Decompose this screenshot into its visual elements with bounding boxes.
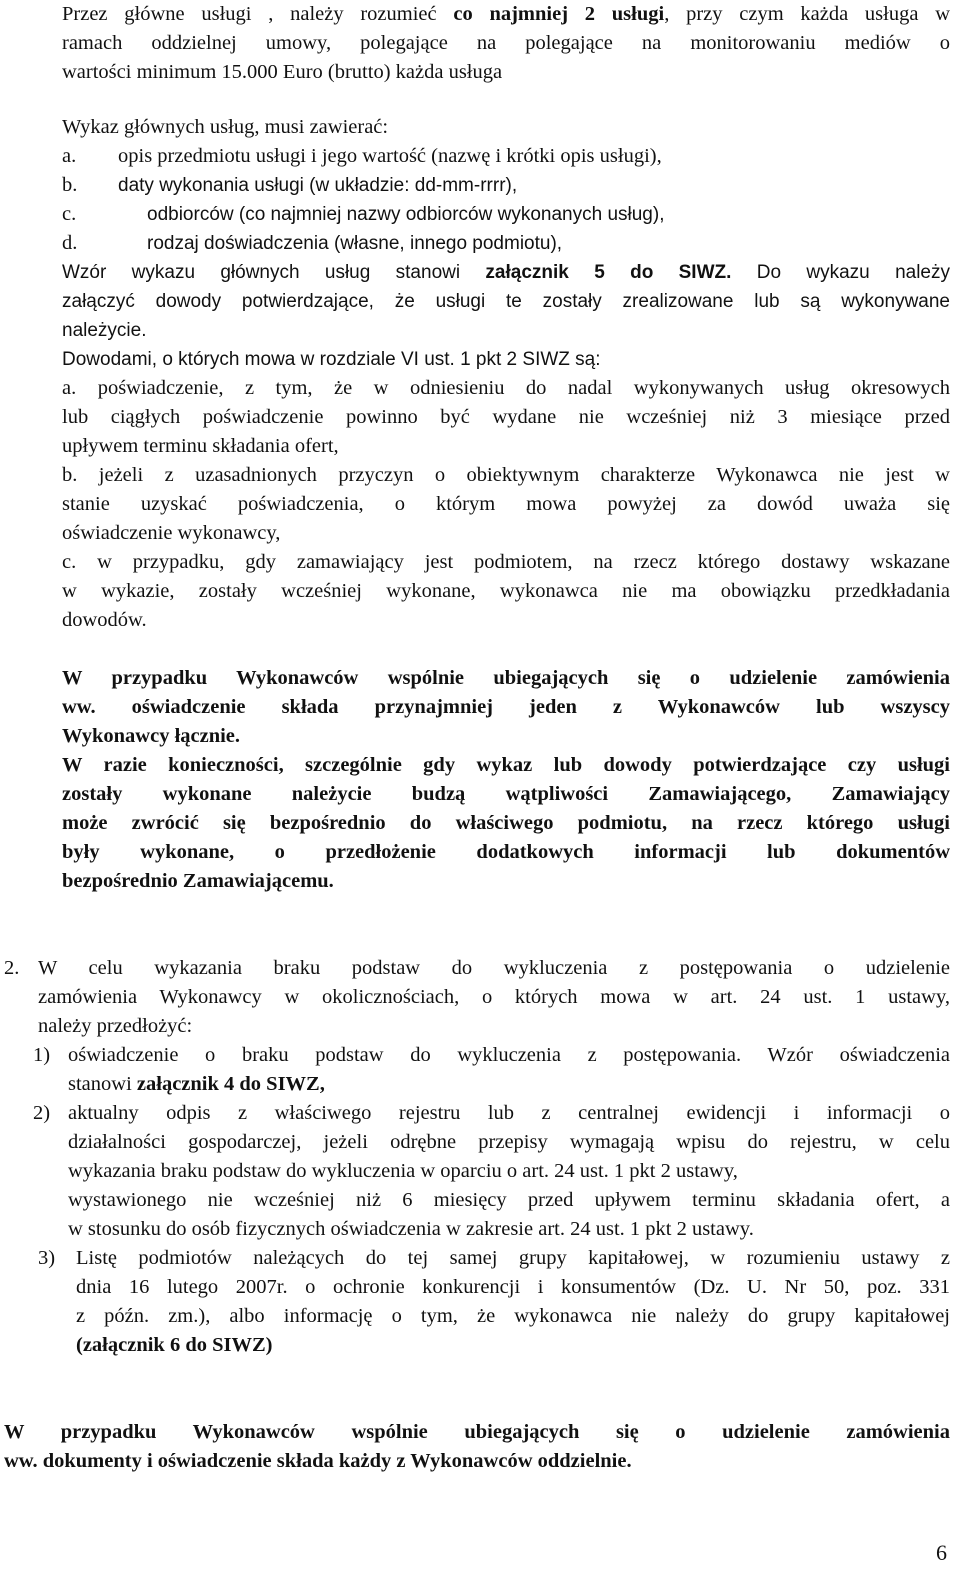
verify-line-3: może zwrócić się bezpośrednio do właściwego podmiotu, na rzecz którego usługi [62,812,950,834]
item1-bold: załącznik 4 do SIWZ, [136,1073,325,1095]
joint2-line-2: ww. dokumenty i oświadczenie składa każdy z Wykonawców oddzielnie. [4,1450,632,1472]
section2-line-3: należy przedłożyć: [38,1015,193,1037]
requirements-heading: Wykaz głównych usług, musi zawierać: [62,116,389,138]
section2-line-2: zamówienia Wykonawcy w okolicznościach, o których mowa w art. 24 ust. 1 ustawy, [38,986,950,1008]
verify-line-2: zostały wykonane należycie budzą wątpliwości Zamawiającego, Zamawiający [62,783,950,805]
section2-item3-line-1: Listę podmiotów należących do tej samej grupy kapitałowej, w rozumieniu ustawy z [76,1247,950,1269]
requirements-item-c: odbiorców (co najmniej nazwy odbiorców wykonanych usług), [147,204,665,225]
template-bold: załącznik 5 do SIWZ. [485,262,732,283]
template-text: Do wykazu należy [731,262,950,283]
section2-item3-line-4: (załącznik 6 do SIWZ) [76,1334,273,1356]
intro-text: , przy czym każda usługa w [664,3,950,25]
template-text: Wzór wykazu głównych usług stanowi [62,262,486,283]
section2-item3-line-3: z późn. zm.), albo informację o tym, że wykonawca nie należy do grupy kapitałowej [76,1305,950,1327]
section2-marker: 2. [4,957,20,979]
intro-line-2: ramach oddzielnej umowy, polegające na polegające na monitorowaniu mediów o [62,32,950,54]
evidence-a-line-3: upływem terminu składania ofert, [62,435,339,457]
section2-item3-line-2: dnia 16 lutego 2007r. o ochronie konkurencji i konsumentów (Dz. U. Nr 50, poz. 331 [76,1276,950,1298]
evidence-c-line-2: w wykazie, zostały wcześniej wykonane, wykonawca nie ma obowiązku przedkładania [62,580,950,602]
joint1-line-3: Wykonawcy łącznie. [62,725,241,747]
requirements-marker-a: a. [62,145,77,167]
evidence-b-line-2: stanie uzyskać poświadczenia, o którym mowa powyżej za dowód uważa się [62,493,950,515]
joint2-line-1: W przypadku Wykonawców wspólnie ubiegających się o udzielenie zamówienia [4,1421,950,1443]
evidence-b-line-3: oświadczenie wykonawcy, [62,522,281,544]
joint1-line-1: W przypadku Wykonawców wspólnie ubiegających się o udzielenie zamówienia [62,667,950,689]
requirements-item-b: daty wykonania usługi (w układzie: dd-mm-rrrr), [118,175,518,196]
evidence-c-line-1: c. w przypadku, gdy zamawiający jest podmiotem, na rzecz którego dostawy wskazane [62,551,950,573]
section2-item1-line-1: oświadczenie o braku podstaw do wykluczenia z postępowania. Wzór oświadczenia [68,1044,950,1066]
section2-item2-line-5: w stosunku do osób fizycznych oświadczenia w zakresie art. 24 ust. 1 pkt 2 ustawy. [68,1218,754,1240]
section2-item2-line-1: aktualny odpis z właściwego rejestru lub z centralnej ewidencji i informacji o [68,1102,950,1124]
intro-bold: co najmniej 2 usługi [453,3,665,25]
verify-line-5: bezpośrednio Zamawiającemu. [62,870,334,892]
section2-item2-marker: 2) [33,1102,51,1124]
evidence-a-line-1: a. poświadczenie, z tym, że w odniesieniu do nadal wykonywanych usług okresowych [62,377,950,399]
item1-text: stanowi [68,1073,137,1095]
intro-text: Przez główne usługi , należy rozumieć [62,3,454,25]
evidence-a-line-2: lub ciągłych poświadczenie powinno być wydane nie wcześniej niż 3 miesiące przed [62,406,950,428]
section2-item2-line-2: działalności gospodarczej, jeżeli odrębne przepisy wymagają wpisu do rejestru, w celu [68,1131,950,1153]
evidence-b-line-1: b. jeżeli z uzasadnionych przyczyn o obiektywnym charakterze Wykonawca nie jest w [62,464,950,486]
section2-item3-marker: 3) [38,1247,56,1269]
verify-line-4: były wykonane, o przedłożenie dodatkowych informacji lub dokumentów [62,841,950,863]
section2-item2-line-3: wykazania braku podstaw do wykluczenia w oparciu o art. 24 ust. 1 pkt 2 ustawy, [68,1160,738,1182]
evidence-heading: Dowodami, o których mowa w rozdziale VI ust. 1 pkt 2 SIWZ są: [62,349,601,370]
page-number: 6 [936,1540,947,1565]
section2-item1-marker: 1) [33,1044,51,1066]
template-line-2: załączyć dowody potwierdzające, że usługi te zostały zrealizowane lub są wykonywane [62,291,950,312]
section2-item2-line-4: wystawionego nie wcześniej niż 6 miesięcy przed upływem terminu składania ofert, a [68,1189,950,1211]
evidence-c-line-3: dowodów. [62,609,147,631]
template-line-3: należycie. [62,320,147,341]
requirements-marker-d: d. [62,232,78,254]
requirements-item-a: opis przedmiotu usługi i jego wartość (nazwę i krótki opis usługi), [118,145,662,167]
requirements-marker-b: b. [62,174,78,196]
section2-item1-line-2 [68,1070,325,1099]
intro-line-1 [62,0,950,29]
requirements-marker-c: c. [62,203,77,225]
section2-line-1: W celu wykazania braku podstaw do wykluczenia z postępowania o udzielenie [38,957,950,979]
joint1-line-2: ww. oświadczenie składa przynajmniej jeden z Wykonawców lub wszyscy [62,696,950,718]
template-line-1 [62,258,950,287]
requirements-item-d: rodzaj doświadczenia (własne, innego podmiotu), [147,233,563,254]
intro-line-3: wartości minimum 15.000 Euro (brutto) każda usługa [62,61,503,83]
verify-line-1: W razie konieczności, szczególnie gdy wykaz lub dowody potwierdzające czy usługi [62,754,950,776]
